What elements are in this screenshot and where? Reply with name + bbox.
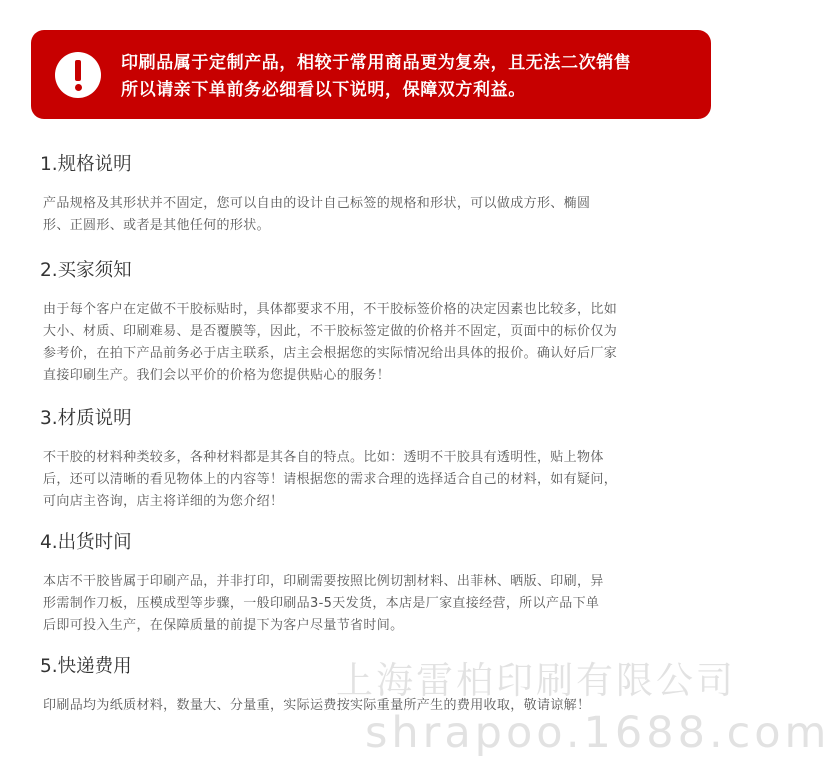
body-line: 直接印刷生产。我们会以平价的价格为您提供贴心的服务！ (43, 368, 391, 383)
body-line: 形、正圆形、或者是其他任何的形状。 (43, 218, 270, 233)
body-line: 后即可投入生产，在保障质量的前提下为客户尽量节省时间。 (43, 618, 404, 633)
section-title: 1.规格说明 (40, 154, 132, 175)
body-line: 由于每个客户在定做不干胶标贴时，具体都要求不用，不干胶标签价格的决定因素也比较多，比如 (43, 302, 618, 317)
section-title: 4.出货时间 (40, 532, 132, 553)
section-material (40, 407, 712, 513)
section-body (43, 299, 712, 387)
notice-line: 印刷品属于定制产品，相较于常用商品更为复杂，且无法二次销售 (121, 53, 632, 73)
section-title: 5.快递费用 (40, 656, 132, 677)
notice-text (121, 50, 699, 104)
section-delivery-fee (40, 655, 712, 717)
section-body (43, 193, 712, 237)
section-title: 2.买家须知 (40, 260, 132, 281)
section-spec (40, 153, 712, 237)
watermark-company: 上海雷柏印刷有限公司 (336, 659, 736, 702)
notice-banner (31, 30, 711, 119)
body-line: 不干胶的材料种类较多，各种材料都是其各自的特点。比如：透明不干胶具有透明性，贴上物体 (43, 450, 604, 465)
section-buyer-notice (40, 259, 712, 387)
watermark-site: shrapoo.1688.com (365, 708, 830, 758)
body-line: 印刷品均为纸质材料，数量大、分量重，实际运费按实际重量所产生的费用收取，敬请谅解！ (43, 698, 591, 713)
body-line: 可向店主咨询，店主将详细的为您介绍！ (43, 494, 284, 509)
notice-line: 所以请亲下单前务必细看以下说明，保障双方利益。 (121, 80, 526, 100)
section-title: 3.材质说明 (40, 408, 132, 429)
body-line: 产品规格及其形状并不固定，您可以自由的设计自己标签的规格和形状，可以做成方形、椭圆 (43, 196, 591, 211)
section-body (43, 447, 712, 513)
body-line: 本店不干胶皆属于印刷产品，并非打印，印刷需要按照比例切割材料、出菲林、晒版、印刷，异 (43, 574, 604, 589)
section-body (43, 571, 712, 637)
section-body (43, 695, 712, 717)
body-line: 形需制作刀板，压模成型等步骤，一般印刷品3-5天发货，本店是厂家直接经营，所以产品下单 (43, 596, 600, 611)
body-line: 大小、材质、印刷难易、是否覆膜等，因此，不干胶标签定做的价格并不固定，页面中的标价仅为 (43, 324, 618, 339)
section-shipping-time (40, 531, 712, 637)
body-line: 后，还可以清晰的看见物体上的内容等！请根据您的需求合理的选择适合自己的材料，如有疑问， (43, 472, 618, 487)
body-line: 参考价，在拍下产品前务必于店主联系，店主会根据您的实际情况给出具体的报价。确认好后厂家 (43, 346, 618, 361)
exclamation-icon (55, 52, 101, 98)
